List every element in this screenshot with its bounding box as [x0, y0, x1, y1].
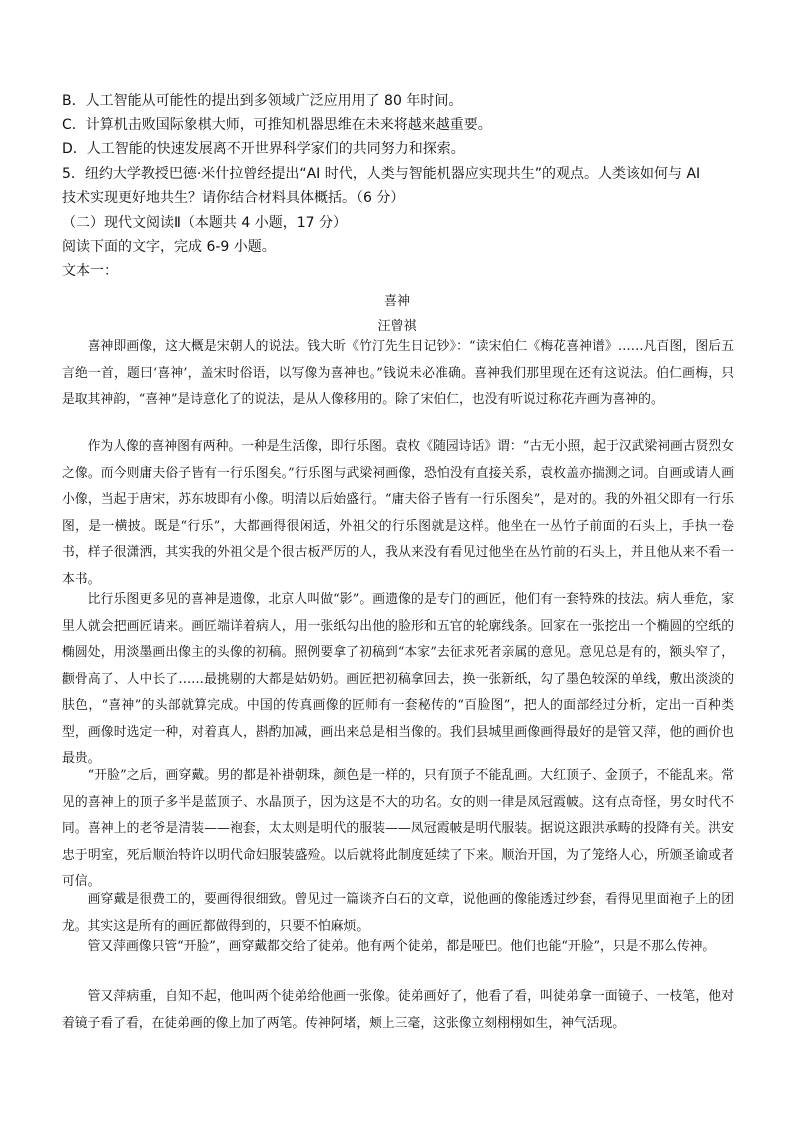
section-heading: （二）现代文阅读Ⅱ（本题共 4 小题，17 分） [62, 215, 347, 231]
question-5-line-2: 技术实现更好地共生？请你结合材料具体概括。（6 分） [62, 190, 405, 206]
text-label: 文本一： [62, 263, 118, 279]
article-paragraph: 作为人像的喜神图有两种。一种是生活像，即行乐图。袁枚《随园诗话》谓：“古无小照，起于汉武梁祠画古贤烈女之像。而今则庸夫俗子皆有一行乐图矣。”行乐图与武梁祠画像，恐怕没有直接关系，袁枚盖亦揣测之词。自画或请人画小像，当起于唐宋，苏东坡即有小像。明清以后始盛行。“庸夫俗子皆有一行乐图矣”，是对的。我的外祖父即有一行乐图，是一横披。既是“行乐”，大都画得很闲适，外祖父的行乐图就是这样。他坐在一丛竹子前面的石头上，手执一卷书，样子很潇洒，其实我的外祖父是个很古板严厉的人，我从来没有看见过他坐在丛竹前的石头上，并且他从来不看一本书。 [62, 439, 734, 587]
article-paragraph: 比行乐图更多见的喜神是遗像，北京人叫做“影”。画遗像的是专门的画匠，他们有一套特殊的技法。病人垂危，家里人就会把画匠请来。画匠端详着病人，用一张纸勾出他的脸形和五官的轮廓线条。回家在一张挖出一个椭圆的空纸的椭圆处，用淡墨画出像主的头像的初稿。照例要拿了初稿到“本家”去征求死者亲属的意见。意见总是有的，额头窄了，颧骨高了、人中长了……最挑剔的大都是姑奶奶。画匠把初稿拿回去，换一张新纸，勾了墨色较深的单线，敷出淡淡的肤色，“喜神”的头部就算完成。中国的传真画像的匠师有一套秘传的“百脸图”，把人的面部经过分析，定出一百种类型，画像时选定一种，对着真人，斟酌加减，画出来总是相当像的。我们县城里画像画得最好的是管又萍，他的画价也最贵。 [62, 592, 734, 766]
article-paragraph: 管又萍病重，自知不起，他叫两个徒弟给他画一张像。徒弟画好了，他看了看，叫徒弟拿一面镜子、一枝笔，他对着镜子看了看，在徒弟画的像上加了两笔。传神阿堵，颊上三毫，这张像立刻栩栩如生，神气活现。 [62, 989, 734, 1031]
option-b: B．人工智能从可能性的提出到多领域广泛应用用了 80 年时间。 [62, 93, 463, 109]
article-paragraph: 喜神即画像，这大概是宋朝人的说法。钱大昕《竹汀先生日记钞》：“读宋伯仁《梅花喜神谱》……凡百图，图后五言绝一首，题曰‘喜神’，盖宋时俗语，以写像为喜神也。”钱说未必准确。喜神我们那里现在还有这说法。伯仁画梅，只是取其神韵，“喜神”是诗意化了的说法，是从人像移用的。除了宋伯仁，也没有听说过称花卉画为喜神的。 [62, 339, 734, 407]
option-c: C．计算机击败国际象棋大师，可推知机器思维在未来将越来越重要。 [62, 117, 492, 133]
article-paragraph: “开脸”之后，画穿戴。男的都是补褂朝珠，颜色是一样的，只有顶子不能乱画。大红顶子、金顶子，不能乱来。常见的喜神上的顶子多半是蓝顶子、水晶顶子，因为这是不大的功名。女的则一律是凤冠霞帔。这有点奇怪，男女时代不同。喜神上的老爷是清装——袍套，太太则是明代的服装——凤冠霞帔是明代服装。据说这跟洪承畴的投降有关。洪安忠于明室，死后顺治特许以明代命妇服装盛殓。以后就将此制度延续了下来。顺治开国，为了笼络人心，所颁圣谕或者可信。 [62, 768, 734, 889]
article-paragraph: 管又萍画像只管“开脸”，画穿戴都交给了徒弟。他有两个徒弟，都是哑巴。他们也能“开脸”，只是不那么传神。 [87, 939, 716, 954]
reading-instruction: 阅读下面的文字，完成 6-9 小题。 [62, 239, 276, 255]
article-paragraph: 画穿戴是很费工的，要画得很细致。曾见过一篇谈齐白石的文章，说他画的像能透过纱套，看得见里面袍子上的团龙。其实这是所有的画匠都做得到的，只要不怕麻烦。 [62, 892, 734, 934]
article-author: 汪曾祺 [377, 319, 417, 334]
option-d: D．人工智能的快速发展离不开世界科学家们的共同努力和探索。 [62, 141, 465, 157]
question-5-line-1: 5．纽约大学教授巴德·米什拉曾经提出“AI 时代，人类与智能机器应实现共生”的观点。人类该如何与 AI [62, 166, 701, 182]
article-title: 喜神 [383, 294, 410, 309]
